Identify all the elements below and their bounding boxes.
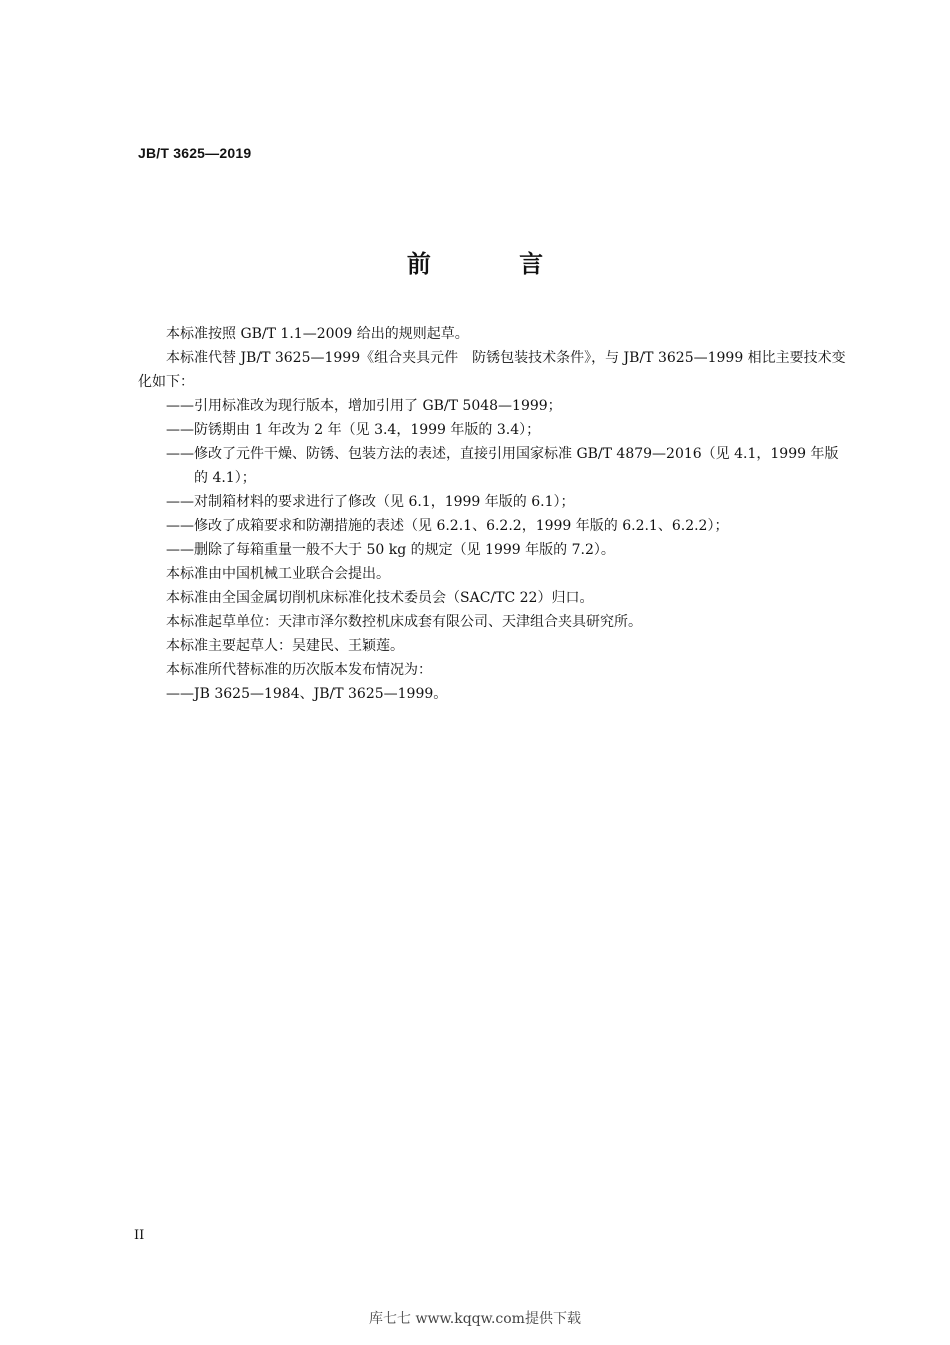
change-item: ——修改了成箱要求和防潮措施的表述（见 6.2.1、6.2.2，1999 年版的 6.2.1、6.2.2）； (166, 518, 729, 534)
paragraph-replacement: 本标准代替 JB/T 3625—1999《组合夹具元件 防锈包装技术条件》，与 JB/T 3625—1999 相比主要技术变化如下： (138, 350, 846, 390)
change-item: ——引用标准改为现行版本，增加引用了 GB/T 5048—1999； (166, 398, 562, 414)
paragraph-committee: 本标准由全国金属切削机床标准化技术委员会（SAC/TC 22）归口。 (166, 590, 594, 606)
paragraph-proposer: 本标准由中国机械工业联合会提出。 (166, 566, 390, 582)
paragraph-drafters: 本标准主要起草人：吴建民、王颖莲。 (166, 638, 404, 654)
change-item: ——对制箱材料的要求进行了修改（见 6.1，1999 年版的 6.1）； (166, 494, 575, 510)
foreword-body (138, 322, 850, 706)
page-title: 前 言 (406, 250, 584, 278)
change-item: ——删除了每箱重量一般不大于 50 kg 的规定（见 1999 年版的 7.2）。 (166, 542, 615, 558)
paragraph-history-intro: 本标准所代替标准的历次版本发布情况为： (166, 662, 432, 678)
paragraph-drafting-rule: 本标准按照 GB/T 1.1—2009 给出的规则起草。 (166, 326, 469, 342)
history-item: ——JB 3625—1984、JB/T 3625—1999。 (166, 686, 448, 702)
change-item: ——防锈期由 1 年改为 2 年（见 3.4，1999 年版的 3.4）； (166, 422, 541, 438)
standard-code: JB/T 3625—2019 (138, 145, 252, 161)
download-footer: 库七七 www.kqqw.com提供下载 (369, 1311, 581, 1327)
change-item: ——修改了元件干燥、防锈、包装方法的表述，直接引用国家标准 GB/T 4879—2016（见 4.1，1999 年版的 4.1）； (166, 446, 839, 486)
paragraph-drafting-units: 本标准起草单位：天津市泽尔数控机床成套有限公司、天津组合夹具研究所。 (166, 614, 642, 630)
page-number: II (134, 1228, 145, 1243)
